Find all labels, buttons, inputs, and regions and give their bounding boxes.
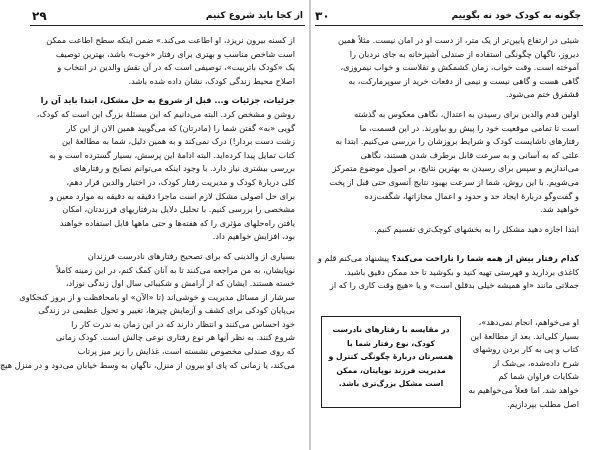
right-page (311, 0, 589, 450)
boxed-note-line: کودک، نوع رفتار شما با (347, 338, 435, 348)
text-line: اصلاح محیط زندگی کودک، نشان داده شده باشد. (128, 75, 295, 86)
text-line: گویی «به» گفتن شما را (مادرتان) که می‌گویید همین الان از این کار (66, 122, 295, 133)
right-section (319, 252, 579, 293)
right-header-rule (315, 25, 583, 26)
text-line: ابتدا اجازه دهید مشکل را به بخشهای کوچک‌تری تقسیم کنیم. (374, 223, 579, 234)
paragraph (319, 223, 579, 237)
left-header-rule (30, 25, 305, 26)
section-line-rest: پیشنهاد می‌کنم قلم و (317, 253, 392, 263)
text-line: مشخصی را بررسی کنیم. با تحلیل دلایل بدرفتاریهای فرزندتان، امکان (62, 204, 295, 215)
section-line: جملاتی مانند «او همیشه خیلی بدقلق است» و یا «هیچ وقت کاری را که از (329, 280, 579, 291)
text-line: که روی صندلی مخصوص نشسته است، غذایش را زیر میز پرتاب (77, 346, 295, 357)
text-line: روشن و مشخص کرد. البته می‌دانیم که این مسئلهٔ بزرگ این است که کودک، (36, 108, 295, 119)
narrow-column-line: او می‌خواهم، انجام نمی‌دهد»، (478, 317, 579, 327)
boxed-note-line: است مشکل بزرگ‌تری باشد. (338, 379, 444, 389)
narrow-column-line: خواهد شد. اما فعلاً می‌خواهیم به (468, 384, 579, 395)
text-line: برای حل اصولی مشکل لازم است ماجرا دقیقه به دقیقه به موارد معین و (49, 190, 295, 201)
text-line: شیئی در ارتفاع پایین‌تر از یک متر، از دست او در امان نیست. مثلاً همین (337, 35, 579, 45)
paragraph (0, 250, 295, 372)
text-line: بی‌پایان کودکی برای کشف و آزمایش چیزها، تغییر و تحول عظیمی در زندگی (38, 305, 295, 316)
text-line: یافتن راه‌حلهای مؤثری را که هفته‌ها و حتی ماهها قابل استفاده خواهند (60, 217, 295, 228)
left-page-body (0, 34, 295, 372)
boxed-note-line: مدیریت فرزند نوپایتان، ممکن (336, 365, 446, 375)
text-line: یک «کودک باتربیت»، توصیفی است که در آن نقش والدین در انتخاب و (57, 62, 295, 73)
text-line: می‌کند، یا زمانی که پای او بیرون از منزل، ناگهان به وسط خیابان می‌دود و در منزل هیچ (0, 359, 295, 370)
text-line: است تا تمامی موقعیت خود را پیش رو بیاورند. در این قسمت، ما (359, 122, 579, 133)
text-line: زشت دست بردار!) درک نمی‌کند و به همین دلیل، شما به مطالعهٔ این (61, 136, 295, 147)
text-line: کلی دربارهٔ کودک و مدیریت رفتار کودک، در اختیار والدین قرار دهم، (66, 176, 295, 187)
text-line: و گفت‌وگو دربارهٔ ایجاد حد و حدود و اعمال مجازاتها، شگفت‌زده (364, 190, 579, 201)
text-line: است شاخص مناسب و بهتری برای رفتار «خوب» باشد، بهترین توصیف (55, 48, 295, 59)
narrow-column-line: کتاب و پی به کار بردن روشهای (472, 344, 579, 355)
right-page-header (315, 8, 581, 24)
text-line: خود احساس می‌کنند و انتظار دارند که در این زمان به ندرت کار را (71, 318, 295, 329)
boxed-note (321, 316, 461, 408)
text-line: سرشار از مسائل مدیریت و خوشی‌اند (تا «الآن» او بامحافظت و از بروز کنجکاوی (19, 291, 295, 302)
narrow-column-line: شرح داده‌شده، بی‌شک از (493, 357, 579, 368)
text-line: می‌اندازیم و سپس برای رسیدن به بهترین نتایج، بر اصول موضوع متمرکز (332, 163, 579, 174)
paragraph (319, 34, 579, 102)
text-line: قشقرق ختم می‌شود. (506, 89, 579, 100)
text-line: گاهی هست و گاهی نیست و نیمی از دفعات خرید از سوپرمارکت، به (348, 75, 579, 86)
left-page-header (32, 8, 303, 24)
text-line: بررسی بیشتری نیاز دارد. با وجود اینکه می‌توانم نصایح و رفتارهای (73, 163, 295, 174)
text-line: بود، افزایش خواهیم داد. (212, 231, 295, 242)
text-line: می‌شویم. با این روش، شما از سرعت بهبود نتایج آنسوی حتی قبل از پخت (329, 176, 579, 187)
section-line: کاغذی بردارید و فهرستی تهیه کنید و بکوشید تا حد ممکن دقیق باشید. (344, 266, 579, 277)
boxed-note-line: همسرتان دربارهٔ چگونگی کنترل و (328, 352, 454, 362)
page-number-29: ۲۹ (32, 9, 47, 23)
paragraph (36, 94, 295, 244)
narrow-column-line: شکایات فراوان شما کم (498, 371, 579, 382)
paragraph (319, 108, 579, 217)
right-page-body (319, 34, 579, 236)
text-line: خواهید شد. (539, 204, 579, 215)
narrow-column (469, 316, 579, 411)
page-number-30: ۳۰ (315, 9, 330, 23)
text-line: نوپایشان، به من مراجعه می‌کنند تا به آنان کمک کنم، در این زمینه کاملاً (56, 264, 295, 275)
section-heading: کدام رفتار بیش از همه شما را ناراحت می‌کند؟ (391, 253, 579, 263)
text-line: خسته هستند. ایشان که از آرامش و شکیبائی سال اول زندگی نوزاد، (65, 278, 295, 289)
left-running-head: از کجا باید شروع کنیم (205, 11, 303, 21)
text-line: آموخته است. وقت خواب، زمان کشمکش و تقلاست و خواب نیمروزی، (340, 62, 579, 73)
text-line: جزئیات، جزئیات و... قبل از شروع به حل مشکل، ابتدا باید آن را (40, 95, 295, 106)
text-line: از کسنه بیرون نریزد، او اطاعت می‌کند.» ضمن اینکه سطح اطاعت ممکن (46, 35, 295, 45)
text-line: رفتارهای ناشایست کودک و شرایط بروزشان را بررسی می‌کنیم. ابتدا به (335, 136, 579, 147)
text-line: کتاب تمایل پیدا کرده‌اید. البته ادامهٔ این پرسش، بسیار گسترده است و به (49, 149, 295, 160)
narrow-column-line: بسیار کلی‌اند. بعد از مطالعهٔ این (470, 330, 579, 341)
right-running-head: چگونه به کودک خود نه بگوییم (451, 11, 581, 21)
narrow-column-line: اصل مطلب بپردازیم. (507, 398, 579, 409)
text-line: بسیاری از والدینی که برای تصحیح رفتارهای نادرست فرزندان (87, 250, 295, 261)
text-line: اولین قدم والدین برای رسیدن به اعتدال، نگاهی معکوس به گذشته (354, 108, 579, 119)
text-line: شروع کنند. به نظر آنها هر نوع رفتاری نوعی چالش است. کودک زمانی (55, 332, 295, 343)
text-line: دیروز، ناگهان چگونگی استفاده از صندلی آشپزخانه به جای نردبان را (349, 48, 579, 59)
text-line: علتی که به آسانی و به سرعت قابل برطرف شدن هستند، نگاهی (360, 149, 579, 160)
section-line (319, 252, 579, 266)
paragraph (36, 34, 295, 88)
boxed-note-line: در مقایسه با رفتارهای نادرست (332, 325, 450, 334)
